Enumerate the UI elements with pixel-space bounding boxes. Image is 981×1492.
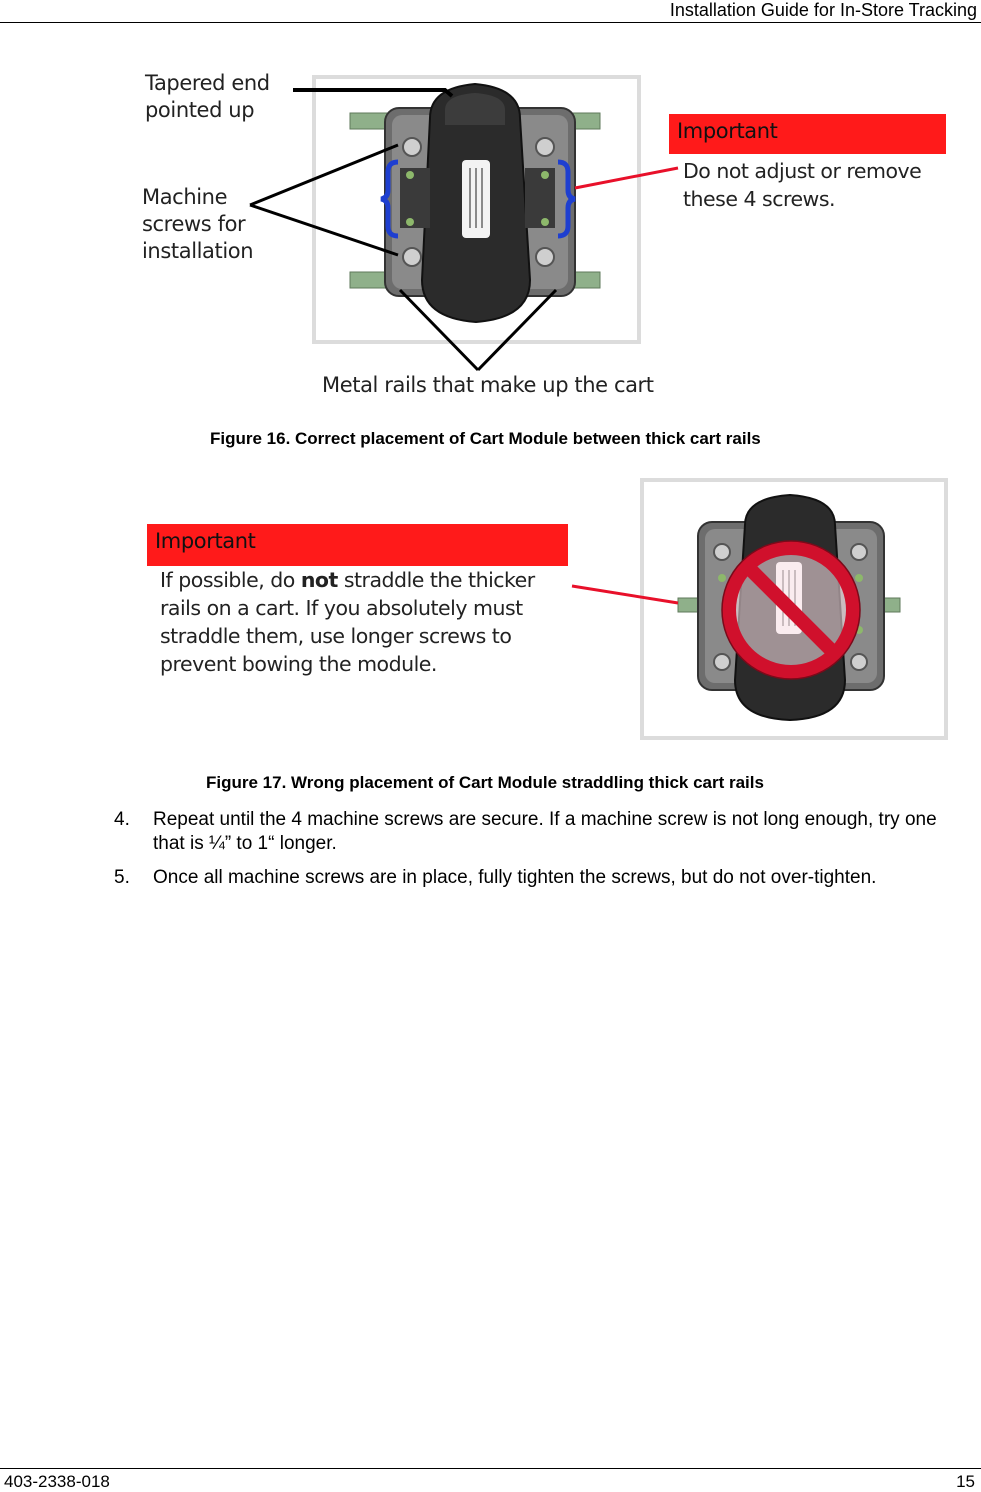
callout-metal-rails: Metal rails that make up the cart bbox=[322, 373, 654, 397]
step-text: Once all machine screws are in place, fully tighten the screws, but do not over-tighten. bbox=[153, 867, 877, 888]
figure-17 bbox=[0, 470, 981, 750]
callout-tapered-end: Tapered end pointed up bbox=[145, 71, 270, 122]
figure-16-caption: Figure 16. Correct placement of Cart Module between thick cart rails bbox=[210, 429, 761, 448]
important-note: If possible, do not straddle the thicker rails on a cart. If you absolutely must straddle them, use longer screws to prevent bowing the module. bbox=[160, 568, 535, 676]
document-number: 403-2338-018 bbox=[4, 1472, 110, 1491]
important-banner: Important bbox=[669, 114, 946, 154]
step-text: Repeat until the 4 machine screws are secure. If a machine screw is not long enough, try one that is ¼” to 1“ longer. bbox=[153, 809, 937, 854]
list-item bbox=[114, 808, 964, 856]
list-item bbox=[114, 866, 964, 890]
footer-rule bbox=[0, 1468, 981, 1469]
step-number: 4. bbox=[114, 809, 130, 830]
figure-16 bbox=[0, 0, 981, 460]
important-note: Do not adjust or remove these 4 screws. bbox=[683, 159, 922, 211]
procedure-steps bbox=[114, 808, 964, 900]
running-header: Installation Guide for In-Store Tracking bbox=[669, 0, 977, 20]
step-number: 5. bbox=[114, 867, 130, 888]
figure-17-caption: Figure 17. Wrong placement of Cart Module straddling thick cart rails bbox=[206, 773, 764, 792]
page-number: 15 bbox=[956, 1472, 975, 1491]
prohibition-icon bbox=[722, 541, 860, 679]
important-banner: Important bbox=[147, 524, 568, 566]
callout-machine-screws: Machine screws for installation bbox=[142, 185, 254, 263]
